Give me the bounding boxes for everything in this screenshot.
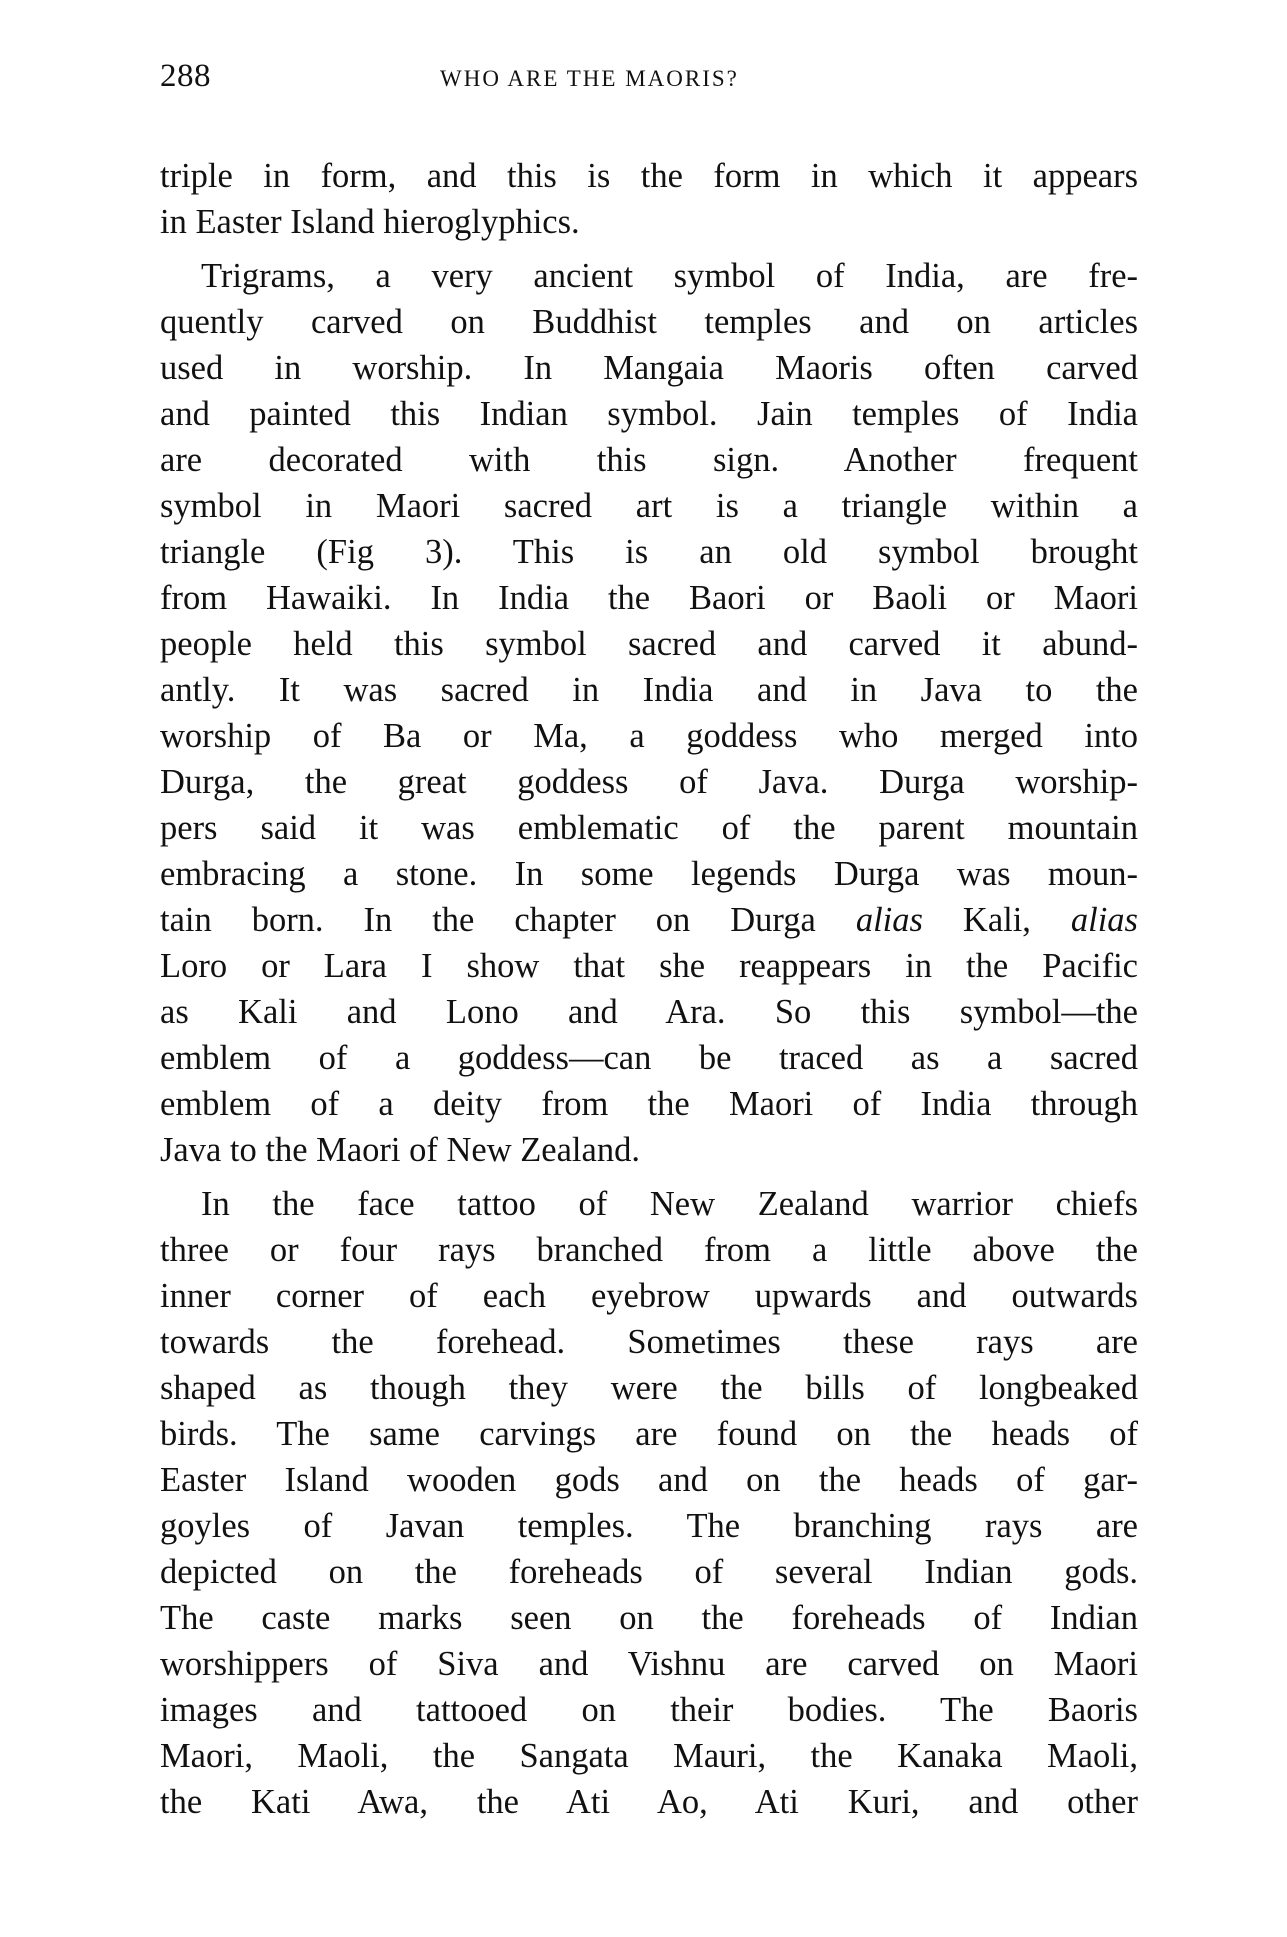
- text-line: three or four rays branched from a little above the: [160, 1231, 1138, 1269]
- paragraph: [160, 253, 1138, 1173]
- body-text: [160, 153, 1138, 1825]
- text-line: triangle (Fig 3). This is an old symbol brought: [160, 533, 1138, 571]
- page-number: 288: [160, 58, 211, 94]
- text-line: Java to the Maori of New Zealand.: [160, 1131, 640, 1169]
- text-line: Durga, the great goddess of Java. Durga worship-: [160, 763, 1138, 801]
- text-line: embracing a stone. In some legends Durga was moun-: [160, 855, 1138, 893]
- paragraph: [160, 1181, 1138, 1825]
- text-line: worship of Ba or Ma, a goddess who merged into: [160, 717, 1138, 755]
- text-line: people held this symbol sacred and carved it abund-: [160, 625, 1138, 663]
- text-line: towards the forehead. Sometimes these rays are: [160, 1323, 1138, 1361]
- italic-term: alias: [855, 901, 923, 939]
- running-title: WHO ARE THE MAORIS?: [440, 66, 739, 91]
- page-header: [160, 58, 1140, 108]
- text-line: In the face tattoo of New Zealand warrior chiefs: [201, 1185, 1138, 1223]
- text-line: are decorated with this sign. Another frequent: [160, 441, 1138, 479]
- text-line: inner corner of each eyebrow upwards and outwards: [160, 1277, 1138, 1315]
- text-line: antly. It was sacred in India and in Java to the: [160, 671, 1138, 709]
- text-line: Maori, Maoli, the Sangata Mauri, the Kanaka Maoli,: [160, 1737, 1138, 1775]
- text-line: and painted this Indian symbol. Jain temples of India: [160, 395, 1138, 433]
- text-line: Easter Island wooden gods and on the heads of gar-: [160, 1461, 1138, 1499]
- paragraph: [160, 153, 1138, 245]
- text-line: the Kati Awa, the Ati Ao, Ati Kuri, and other: [160, 1783, 1138, 1821]
- text-line-with-italics: [160, 897, 1138, 943]
- text-run: tain born. In the chapter on Durga: [160, 901, 856, 939]
- text-line: Trigrams, a very ancient symbol of India, are fre-: [201, 257, 1138, 295]
- text-line: birds. The same carvings are found on the heads of: [160, 1415, 1138, 1453]
- text-line: worshippers of Siva and Vishnu are carved on Maori: [160, 1645, 1138, 1683]
- text-line: from Hawaiki. In India the Baori or Baoli or Maori: [160, 579, 1138, 617]
- text-line: emblem of a goddess—can be traced as a sacred: [160, 1039, 1138, 1077]
- text-line: goyles of Javan temples. The branching rays are: [160, 1507, 1138, 1545]
- text-line: emblem of a deity from the Maori of India through: [160, 1085, 1138, 1123]
- text-line: symbol in Maori sacred art is a triangle within a: [160, 487, 1138, 525]
- text-line: depicted on the foreheads of several Indian gods.: [160, 1553, 1138, 1591]
- text-line: pers said it was emblematic of the parent mountain: [160, 809, 1138, 847]
- text-line: shaped as though they were the bills of longbeaked: [160, 1369, 1138, 1407]
- text-line: images and tattooed on their bodies. The Baoris: [160, 1691, 1138, 1729]
- text-line: quently carved on Buddhist temples and on articles: [160, 303, 1138, 341]
- text-line: Loro or Lara I show that she reappears in the Pacific: [160, 947, 1138, 985]
- italic-term: alias: [1070, 901, 1138, 939]
- text-run: Kali,: [922, 901, 1071, 939]
- text-line: triple in form, and this is the form in which it appears: [160, 157, 1138, 195]
- text-line: in Easter Island hieroglyphics.: [160, 203, 580, 241]
- text-line: used in worship. In Mangaia Maoris often carved: [160, 349, 1138, 387]
- text-line: as Kali and Lono and Ara. So this symbol—the: [160, 993, 1138, 1031]
- text-line: The caste marks seen on the foreheads of Indian: [160, 1599, 1138, 1637]
